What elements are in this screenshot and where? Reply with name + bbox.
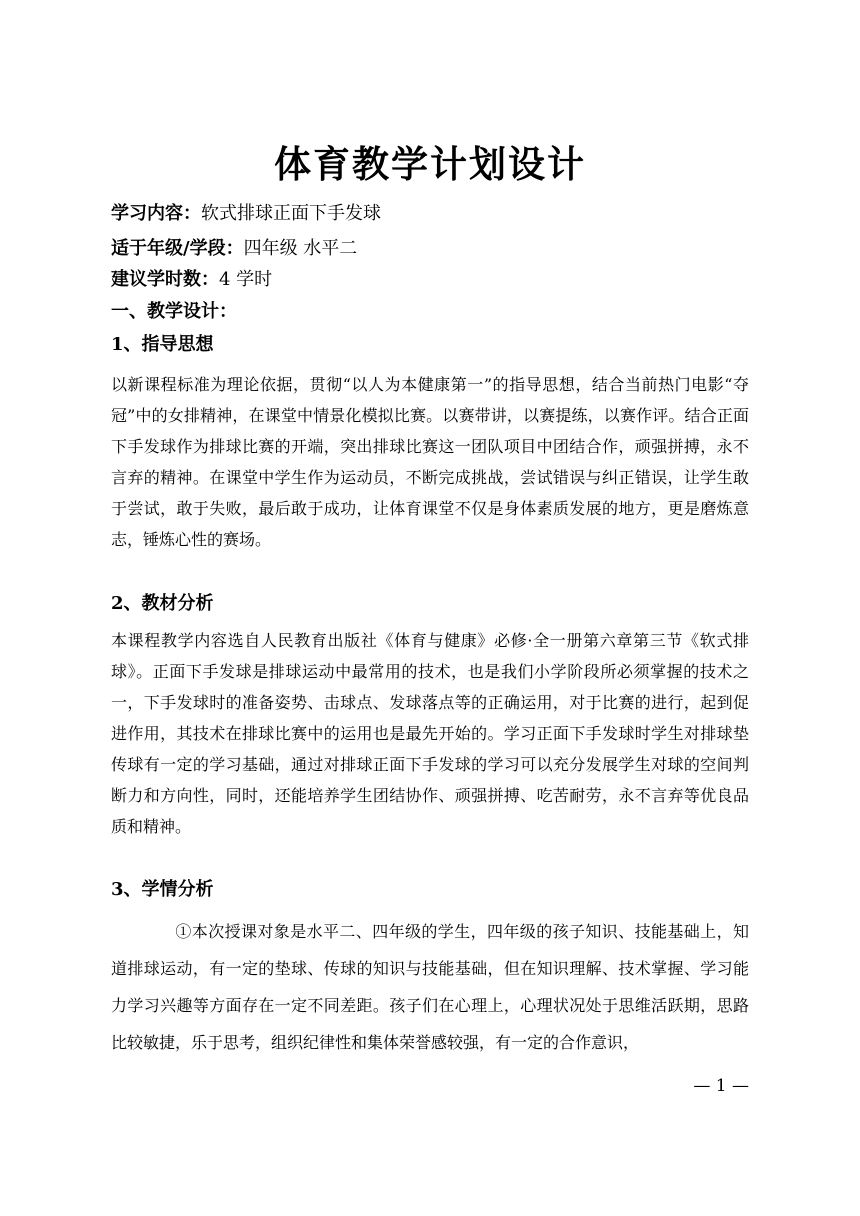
meta-grade [111,235,357,263]
section-heading-guiding: 1、指导思想 [111,334,214,355]
section-text-learners [111,913,749,1061]
meta-label: 适于年级/学段： [111,238,244,259]
document-title: 体育教学计划设计 [274,142,586,186]
page-number: — 1 — [693,1076,749,1096]
meta-label: 建议学时数： [111,269,219,290]
meta-value: 四年级 水平二 [243,238,358,259]
meta-learning-content [111,200,381,228]
section-text-material: 本课程教学内容选自人民教育出版社《体育与健康》必修·全一册第六章第三节《软式排球》。正面下手发球是排球运动中最常用的技术，也是我们小学阶段所必须掌握的技术之一，下手发球时的准备姿势、击球点、发球落点等的正确运用，对于比赛的进行，起到促进作用，其技术在排球比赛中的运用也是最先开始的。学习正面下手发球时学生对排球垫传球有一定的学习基础，通过对排球正面下手发球的学习可以充分发展学生对球的空间判断力和方向性，同时，还能培养学生团结协作、顽强拼搏、吃苦耐劳，永不言弃等优良品质和精神。 [111,631,749,836]
section-text-guiding: 以新课程标准为理论依据，贯彻“以人为本健康第一”的指导思想，结合当前热门电影“夺冠”中的女排精神，在课堂中情景化模拟比赛。以赛带讲，以赛提练，以赛作评。结合正面下手发球作为排球比赛的开端，突出排球比赛这一团队项目中团结合作，顽强拼搏，永不言弃的精神。在课堂中学生作为运动员，不断完成挑战，尝试错误与纠正错误，让学生敢于尝试，敢于失败，最后敢于成功，让体育课堂不仅是身体素质发展的地方，更是磨炼意志，锤炼心性的赛场。 [111,375,749,549]
part-heading: 一、教学设计： [111,301,237,322]
meta-value: 软式排球正面下手发球 [201,203,381,224]
meta-hours [111,266,272,294]
meta-label: 学习内容： [111,203,201,224]
section-text-learners-body: ①本次授课对象是水平二、四年级的学生，四年级的孩子知识、技能基础上，知道排球运动，有一定的垫球、传球的知识与技能基础，但在知识理解、技术掌握、学习能力学习兴趣等方面存在一定不同差距。孩子们在心理上，心理状况处于思维活跃期，思路比较敏捷，乐于思考，组织纪律性和集体荣誉感较强，有一定的合作意识， [111,922,749,1052]
section-heading-material: 2、教材分析 [111,593,214,614]
section-heading-learners: 3、学情分析 [111,879,214,900]
meta-value: 4 学时 [219,269,273,290]
